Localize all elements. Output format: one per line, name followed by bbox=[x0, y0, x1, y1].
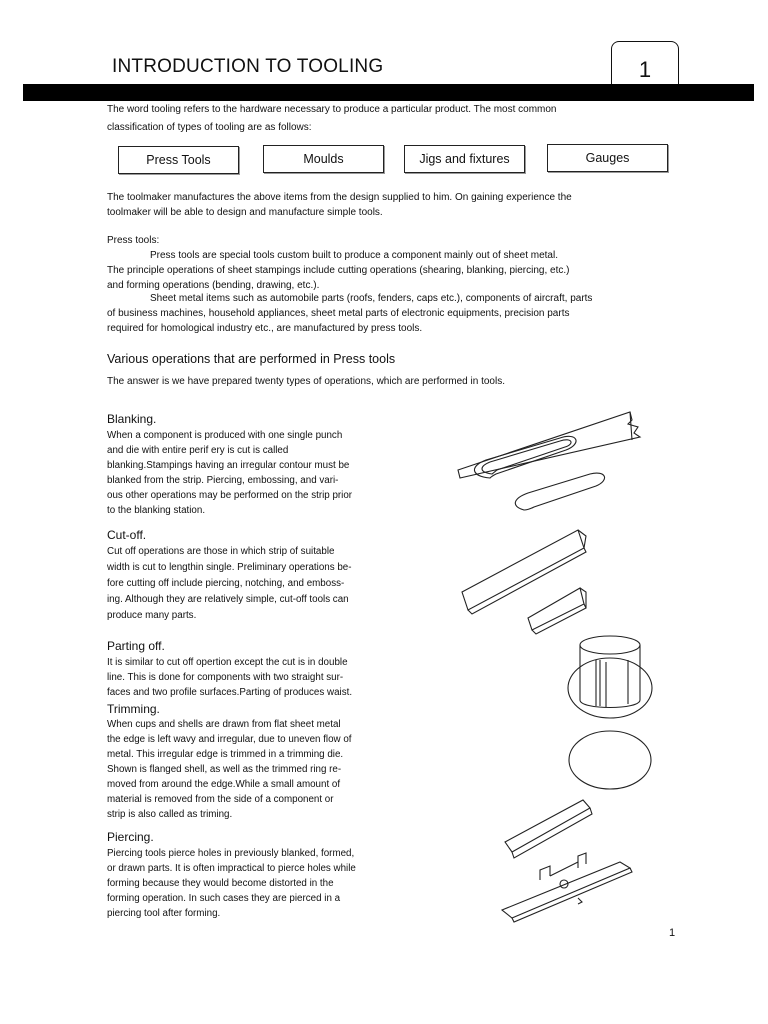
press-tools-line: The principle operations of sheet stampings include cutting operations (shearing, blanking, piercing, etc.) bbox=[107, 265, 570, 276]
section-title-trimming: Trimming. bbox=[107, 702, 160, 716]
page-number: 1 bbox=[669, 927, 676, 939]
press-tools-heading: Press tools: bbox=[107, 235, 160, 246]
operations-subtext: The answer is we have prepared twenty types of operations, which are performed in tools. bbox=[107, 376, 505, 387]
section-title-blanking: Blanking. bbox=[107, 412, 157, 426]
section-body-blanking: When a component is produced with one single punch and die with entire perif ery is cut is called blanking.Stampings having an irregular contour must be blanked from the strip. Piercing, embossing, and vari- ous other operations may be performed on the strip prior to the blanking station. bbox=[107, 430, 353, 516]
press-tools-line: required for homological industry etc., are manufactured by press tools. bbox=[107, 323, 423, 334]
press-tools-line: and forming operations (bending, drawing, etc.). bbox=[107, 280, 320, 291]
section-title-piercing: Piercing. bbox=[107, 830, 154, 844]
intro-line-2: classification of types of tooling are as follows: bbox=[107, 122, 312, 133]
press-tools-line: Press tools are special tools custom built to produce a component mainly out of sheet metal. bbox=[150, 250, 558, 261]
section-body-cut-off: Cut off operations are those in which strip of suitable width is cut to lengthin single. Preliminary operations be- fore cutting off include piercing, notching, and emboss- ing. Although they are relatively simple, cut-off tools can produce many parts. bbox=[107, 546, 352, 621]
category-gauges: Gauges bbox=[547, 144, 668, 172]
chapter-number-box: 1 bbox=[611, 41, 679, 94]
operations-heading: Various operations that are performed in Press tools bbox=[107, 352, 396, 366]
intro-line-1: The word tooling refers to the hardware necessary to produce a particular product. The most common bbox=[107, 104, 557, 115]
section-body-piercing: Piercing tools pierce holes in previously blanked, formed, or drawn parts. It is often impractical to pierce holes while forming because they would become distorted in the forming operation. In such cases they are pierced in a piercing tool after forming. bbox=[107, 848, 356, 919]
page-title: INTRODUCTION TO TOOLING bbox=[112, 56, 384, 77]
section-title-parting-off: Parting off. bbox=[107, 639, 165, 653]
press-tools-line: Sheet metal items such as automobile parts (roofs, fenders, caps etc.), components of aircraft, parts bbox=[150, 293, 593, 304]
section-body-parting-off: It is similar to cut off opertion except the cut is in double line. This is done for components with two straight sur- faces and two profile surfaces.Parting of produces waist. bbox=[107, 657, 353, 698]
category-jigs-and-fixtures: Jigs and fixtures bbox=[404, 145, 525, 173]
category-moulds: Moulds bbox=[263, 145, 384, 173]
press-tools-line: of business machines, household appliances, sheet metal parts of electronic equipments, precision parts bbox=[107, 308, 570, 319]
section-title-cut-off: Cut-off. bbox=[107, 528, 147, 542]
section-body-trimming: When cups and shells are drawn from flat sheet metal the edge is left wavy and irregular, due to uneven flow of metal. This irregular edge is trimmed in a trimming die. Shown is flanged shell, as well as the trimmed ring re- moved from around the edge.While a small amount of material is removed from the side of a component or strip is also called as triming. bbox=[107, 719, 352, 820]
toolmaker-line-1: The toolmaker manufactures the above items from the design supplied to him. On gaining experience the bbox=[107, 192, 572, 203]
category-press-tools: Press Tools bbox=[118, 146, 239, 174]
toolmaker-line-2: toolmaker will be able to design and manufacture simple tools. bbox=[107, 207, 383, 218]
